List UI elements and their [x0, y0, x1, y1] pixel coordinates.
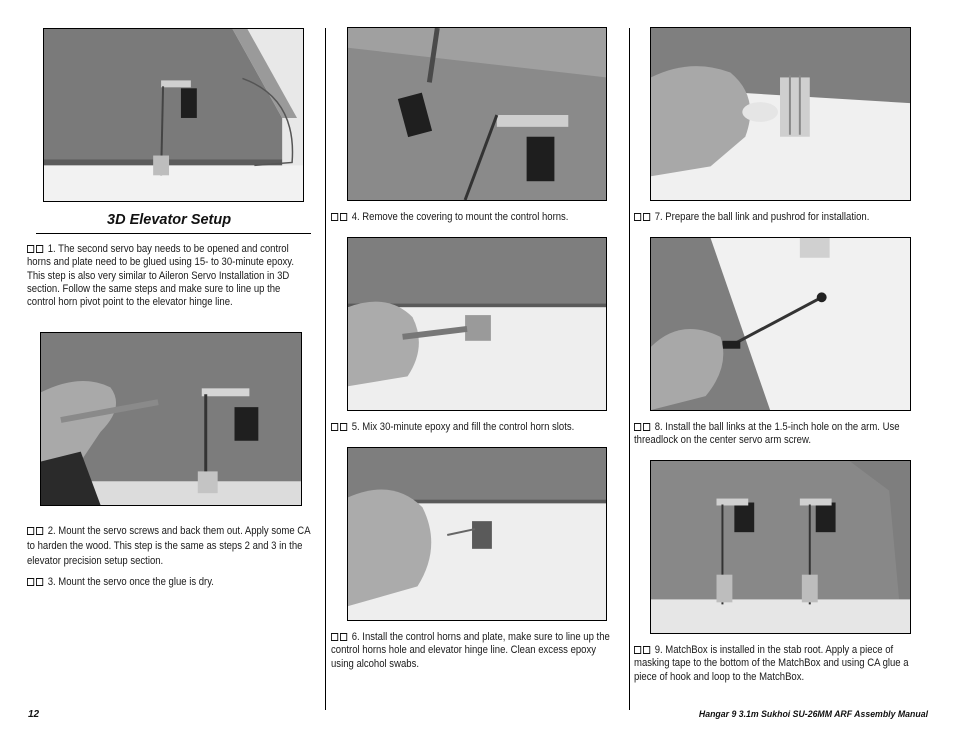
photo-ball-links [650, 237, 911, 411]
photo-prepare-ball-link [650, 27, 911, 201]
checkbox-icon[interactable] [643, 423, 650, 431]
step-text: 5. Mix 30-minute epoxy and fill the control horn slots. [351, 421, 575, 433]
step-1 [27, 243, 311, 309]
step-7 [634, 211, 922, 224]
photo-install-horns [347, 447, 607, 621]
checkbox-icon[interactable] [36, 578, 43, 586]
step-8 [634, 421, 922, 448]
step-9 [634, 644, 926, 684]
checkbox-icon[interactable] [643, 213, 650, 221]
step-5 [331, 421, 619, 434]
checkbox-pair[interactable] [331, 211, 349, 223]
checkbox-icon[interactable] [36, 245, 43, 253]
step-text: 2. Mount the servo screws and back them out. Apply some CA to harden the wood. This step is the same as steps 2 and 3 in the elevator precision setup section. [27, 525, 311, 567]
photo-mix-epoxy [347, 237, 607, 411]
checkbox-icon[interactable] [634, 423, 641, 431]
step-text: 4. Remove the covering to mount the control horns. [351, 211, 569, 223]
checkbox-icon[interactable] [634, 213, 641, 221]
step-text: 1. The second servo bay needs to be opened and control horns and plate need to be glued using 15- to 30-minute epoxy. This step is also very similar to Aileron Servo Installation in 3D section. Follow the same steps and make sure to line up the control horn pivot point to the elevator hinge line. [27, 243, 294, 309]
checkbox-pair[interactable] [634, 421, 652, 433]
photo-matchbox [650, 460, 911, 634]
step-6 [331, 631, 619, 671]
photo-remove-covering [347, 27, 607, 201]
checkbox-icon[interactable] [340, 633, 347, 641]
checkbox-pair[interactable] [331, 631, 349, 643]
step-text: 6. Install the control horns and plate, make sure to line up the control horns hole and elevator hinge line. Clean excess epoxy using alcohol swabs. [331, 631, 610, 670]
step-2 [27, 524, 320, 569]
step-text: 8. Install the ball links at the 1.5-inch hole on the arm. Use threadlock on the center servo arm screw. [634, 421, 900, 447]
column-divider-right [629, 28, 630, 710]
checkbox-icon[interactable] [643, 646, 650, 654]
checkbox-pair[interactable] [27, 243, 45, 255]
checkbox-pair[interactable] [331, 421, 349, 433]
step-3 [27, 576, 311, 589]
checkbox-icon[interactable] [331, 213, 338, 221]
checkbox-icon[interactable] [331, 633, 338, 641]
step-text: 7. Prepare the ball link and pushrod for installation. [654, 211, 870, 223]
column-divider-left [325, 28, 326, 710]
checkbox-pair[interactable] [634, 644, 652, 656]
page-number: 12 [28, 709, 40, 720]
checkbox-icon[interactable] [340, 423, 347, 431]
section-heading: 3D Elevator Setup [107, 212, 232, 228]
manual-title: Hangar 9 3.1m Sukhoi SU-26MM ARF Assembly Manual [698, 709, 928, 720]
checkbox-icon[interactable] [27, 527, 34, 535]
checkbox-pair[interactable] [27, 525, 45, 537]
step-4 [331, 211, 619, 224]
checkbox-icon[interactable] [331, 423, 338, 431]
photo-servo-screws [40, 332, 302, 506]
checkbox-pair[interactable] [27, 576, 45, 588]
heading-divider [36, 233, 311, 234]
checkbox-icon[interactable] [340, 213, 347, 221]
checkbox-icon[interactable] [27, 245, 34, 253]
step-text: 3. Mount the servo once the glue is dry. [47, 576, 214, 588]
photo-elevator-servo-bay [43, 28, 304, 202]
checkbox-icon[interactable] [36, 527, 43, 535]
step-text: 9. MatchBox is installed in the stab root. Apply a piece of masking tape to the bottom of the MatchBox and using CA glue a piece of hook and loop to the MatchBox. [634, 644, 909, 683]
checkbox-icon[interactable] [27, 578, 34, 586]
checkbox-icon[interactable] [634, 646, 641, 654]
checkbox-pair[interactable] [634, 211, 652, 223]
